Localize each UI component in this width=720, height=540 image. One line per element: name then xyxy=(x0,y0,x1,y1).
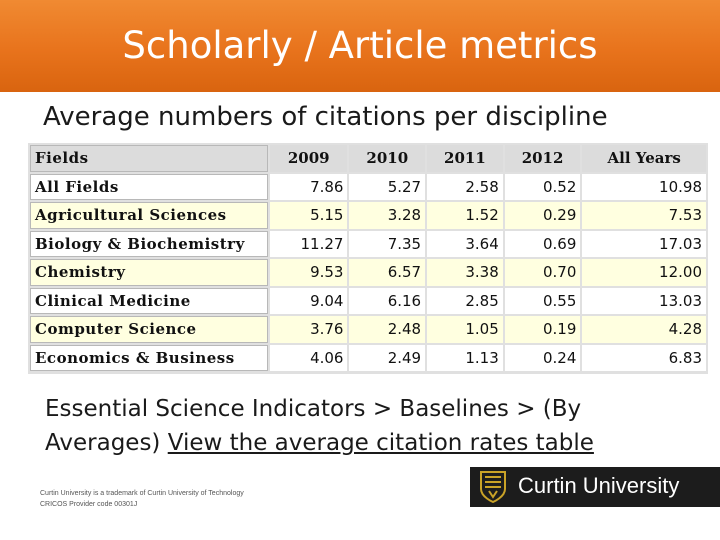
value-cell: 3.76 xyxy=(270,316,347,343)
table-row xyxy=(30,288,706,315)
value-cell: 2.58 xyxy=(427,174,503,201)
table-row xyxy=(30,231,706,258)
value-cell: 0.69 xyxy=(505,231,581,258)
value-cell: 1.05 xyxy=(427,316,503,343)
field-cell: Clinical Medicine xyxy=(30,288,268,315)
value-cell: 5.15 xyxy=(270,202,347,229)
crest-icon xyxy=(480,471,506,503)
field-cell: All Fields xyxy=(30,174,268,201)
column-header: All Years xyxy=(582,145,706,172)
column-header: 2009 xyxy=(270,145,347,172)
table-row xyxy=(30,259,706,286)
value-cell: 9.53 xyxy=(270,259,347,286)
value-cell: 4.06 xyxy=(270,345,347,372)
value-cell: 1.52 xyxy=(427,202,503,229)
value-cell: 1.13 xyxy=(427,345,503,372)
value-cell: 2.85 xyxy=(427,288,503,315)
field-cell: Agricultural Sciences xyxy=(30,202,268,229)
value-cell: 10.98 xyxy=(582,174,706,201)
value-cell: 3.28 xyxy=(349,202,425,229)
value-cell: 6.16 xyxy=(349,288,425,315)
value-cell: 6.57 xyxy=(349,259,425,286)
value-cell: 17.03 xyxy=(582,231,706,258)
value-cell: 11.27 xyxy=(270,231,347,258)
curtin-logo xyxy=(470,467,720,507)
field-cell: Biology & Biochemistry xyxy=(30,231,268,258)
value-cell: 0.19 xyxy=(505,316,581,343)
cricos-text: CRICOS Provider code 00301J xyxy=(40,501,138,508)
field-cell: Economics & Business xyxy=(30,345,268,372)
value-cell: 3.64 xyxy=(427,231,503,258)
value-cell: 7.35 xyxy=(349,231,425,258)
table-header-row xyxy=(30,145,706,172)
logo-wordmark: Curtin University xyxy=(518,473,680,498)
column-header: Fields xyxy=(30,145,268,172)
table-row xyxy=(30,345,706,372)
slide-title: Scholarly / Article metrics xyxy=(122,24,598,67)
trademark-text: Curtin University is a trademark of Curtin University of Technology xyxy=(40,490,244,497)
citation-rates-link[interactable]: View the average citation rates table xyxy=(167,430,594,456)
value-cell: 4.28 xyxy=(582,316,706,343)
value-cell: 0.52 xyxy=(505,174,581,201)
value-cell: 6.83 xyxy=(582,345,706,372)
table-row xyxy=(30,202,706,229)
value-cell: 3.38 xyxy=(427,259,503,286)
slide-subtitle: Average numbers of citations per discipline xyxy=(43,102,608,132)
value-cell: 0.70 xyxy=(505,259,581,286)
value-cell: 2.48 xyxy=(349,316,425,343)
legal-notice xyxy=(40,488,244,510)
field-cell: Computer Science xyxy=(30,316,268,343)
citations-table-container xyxy=(28,143,708,374)
value-cell: 5.27 xyxy=(349,174,425,201)
value-cell: 7.86 xyxy=(270,174,347,201)
citations-table xyxy=(28,143,708,373)
table-row xyxy=(30,316,706,343)
title-banner xyxy=(0,0,720,92)
value-cell: 7.53 xyxy=(582,202,706,229)
value-cell: 0.24 xyxy=(505,345,581,372)
table-row xyxy=(30,174,706,201)
source-description xyxy=(45,392,685,460)
column-header: 2010 xyxy=(349,145,425,172)
column-header: 2012 xyxy=(505,145,581,172)
value-cell: 2.49 xyxy=(349,345,425,372)
value-cell: 0.55 xyxy=(505,288,581,315)
value-cell: 9.04 xyxy=(270,288,347,315)
source-path-text: Essential Science Indicators > Baselines > (By Averages) xyxy=(45,396,582,456)
column-header: 2011 xyxy=(427,145,503,172)
value-cell: 0.29 xyxy=(505,202,581,229)
value-cell: 13.03 xyxy=(582,288,706,315)
value-cell: 12.00 xyxy=(582,259,706,286)
field-cell: Chemistry xyxy=(30,259,268,286)
